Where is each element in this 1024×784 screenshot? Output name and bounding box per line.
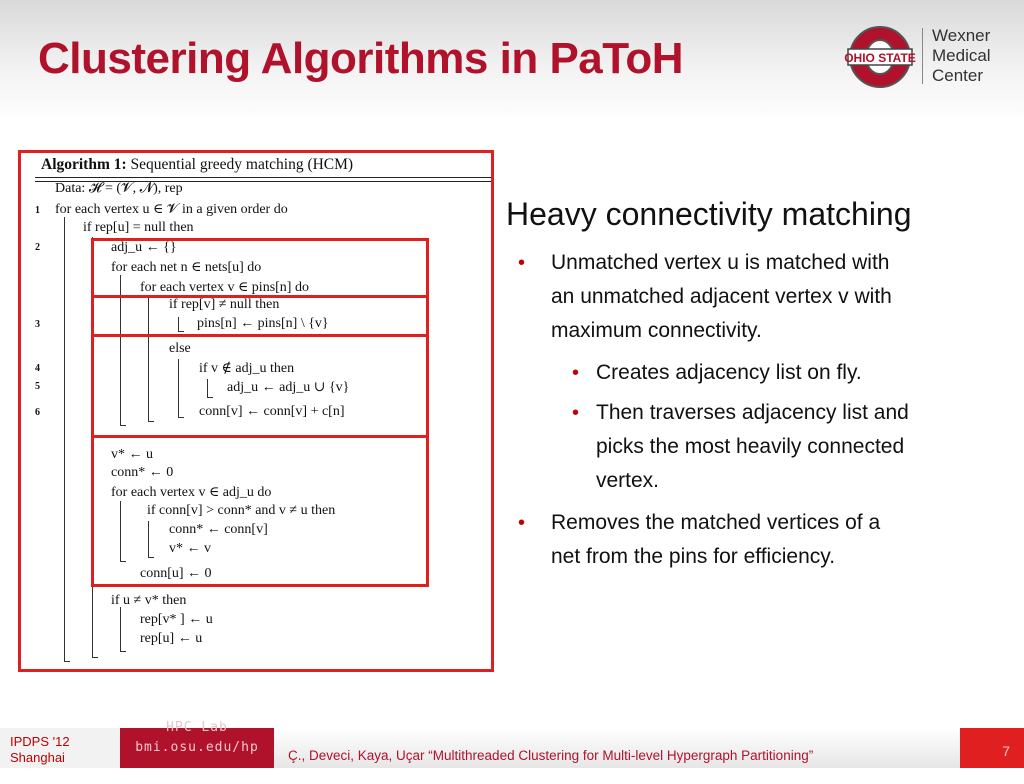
- bullet-marker: •: [572, 402, 580, 424]
- scope-tick: [64, 661, 70, 662]
- algo-line-pins-remove: pins[n] ← pins[n] \ {v}: [197, 316, 329, 331]
- algorithm-listing: [21, 153, 491, 669]
- highlight-box-pin-removal: [91, 295, 429, 337]
- algo-line-if-not-adj: if v ∉ adj_u then: [199, 361, 295, 376]
- footer-conference: [0, 728, 120, 768]
- svg-text:OHIO STATE: OHIO STATE: [844, 51, 916, 65]
- bullet-text-line: Removes the matched vertices of a: [551, 511, 881, 534]
- algo-line-outer-loop: for each vertex u ∈ 𝓥 in a given order do: [55, 202, 288, 217]
- sub-bullet-text: Creates adjacency list on fly.: [596, 361, 862, 384]
- line-number: 3: [35, 319, 40, 330]
- logo-line-center: Center: [932, 66, 984, 85]
- bullet-marker: •: [572, 362, 580, 384]
- sub-bullet-text: Then traverses adjacency list and: [596, 401, 909, 424]
- algo-line-conn-update: conn[v] ← conn[v] + c[n]: [199, 404, 345, 419]
- algo-line-vstar-set: v* ← v: [169, 541, 211, 556]
- sub-bullet-text: vertex.: [596, 469, 660, 492]
- conference-location: Shanghai: [10, 750, 65, 765]
- algo-line-data: Data: 𝓗 = (𝓥, 𝓝), rep: [55, 181, 183, 196]
- sub-bullet-item: [572, 396, 1002, 498]
- footer-citation: Ç., Deveci, Kaya, Uçar “Multithreaded Clustering for Multi-level Hypergraph Partitioning”: [274, 728, 960, 768]
- content-panel: [506, 196, 1006, 233]
- bullet-item-main: [518, 506, 998, 574]
- highlight-box-adjacency-init: [91, 238, 429, 298]
- logo-divider: [922, 28, 923, 84]
- algo-line-if-conn-max: if conn[v] > conn* and v ≠ u then: [147, 503, 336, 518]
- bullet-marker: •: [518, 512, 526, 534]
- line-number: 1: [35, 205, 40, 216]
- bullet-text-line: net from the pins for efficiency.: [551, 545, 836, 568]
- bullet-text-line: Unmatched vertex u is matched with: [551, 251, 890, 274]
- algorithm-figure: [18, 150, 494, 672]
- sub-bullet-item: [572, 356, 1002, 390]
- slide-header: [0, 0, 1024, 122]
- line-number: 2: [35, 242, 40, 253]
- scope-tick: [92, 657, 98, 658]
- scope-tick: [120, 651, 126, 652]
- bullet-item-main: [518, 246, 998, 348]
- algo-line-rep-vstar: rep[v* ] ← u: [140, 612, 213, 627]
- line-number: 5: [35, 381, 40, 392]
- line-number: 4: [35, 363, 40, 374]
- caption-rule-top: [35, 177, 491, 178]
- line-number: 6: [35, 407, 40, 418]
- bullet-text-line: maximum connectivity.: [551, 319, 762, 342]
- algo-line-if-rep-null: if rep[u] = null then: [83, 220, 194, 235]
- content-heading: Heavy connectivity matching: [506, 196, 912, 232]
- lab-name: HPC Lab: [166, 720, 228, 735]
- osu-wexner-logo: [846, 22, 1016, 92]
- highlight-box-max-connectivity: [91, 435, 429, 587]
- sub-bullet-text: picks the most heavily connected: [596, 435, 905, 458]
- highlight-box-adjacency-build: [91, 334, 429, 438]
- conference-name: IPDPS '12: [10, 734, 70, 749]
- bullet-marker: •: [518, 252, 526, 274]
- footer-lab-banner: [120, 720, 274, 768]
- scope-bar: [120, 607, 121, 651]
- algo-line-if-rep-v: if rep[v] ≠ null then: [169, 297, 280, 312]
- algo-line-conn-reset: conn[u] ← 0: [140, 566, 212, 581]
- slide-title: Clustering Algorithms in PaToH: [38, 34, 684, 83]
- algo-line-connstar-set: conn* ← conn[v]: [169, 522, 268, 537]
- algo-line-connstar-init: conn* ← 0: [111, 465, 174, 480]
- lab-url: bmi.osu.edu/hp: [135, 740, 259, 755]
- algo-line-for-nets: for each net n ∈ nets[u] do: [111, 260, 262, 275]
- slide-number: 7: [960, 728, 1024, 768]
- logo-wordmark: [932, 26, 991, 86]
- scope-bar: [64, 217, 65, 661]
- algo-line-for-pins: for each vertex v ∈ pins[n] do: [140, 280, 309, 295]
- algorithm-caption: Algorithm 1: Sequential greedy matching (HCM): [41, 156, 354, 173]
- bullet-text-line: an unmatched adjacent vertex v with: [551, 285, 892, 308]
- logo-line-medical: Medical: [932, 46, 991, 65]
- logo-line-wexner: Wexner: [932, 26, 991, 45]
- algo-line-adj-add: adj_u ← adj_u ∪ {v}: [227, 380, 350, 395]
- algo-line-rep-u: rep[u] ← u: [140, 631, 203, 646]
- algo-line-for-adj: for each vertex v ∈ adj_u do: [111, 485, 272, 500]
- slide-footer: [0, 720, 1024, 768]
- algo-line-adj-init: adj_u ← {}: [111, 240, 177, 255]
- algo-line-vstar-init: v* ← u: [111, 447, 153, 462]
- algo-line-if-u-ne-vstar: if u ≠ v* then: [111, 593, 187, 608]
- algo-line-else: else: [169, 341, 191, 356]
- ohio-state-block-o-icon: [846, 24, 914, 90]
